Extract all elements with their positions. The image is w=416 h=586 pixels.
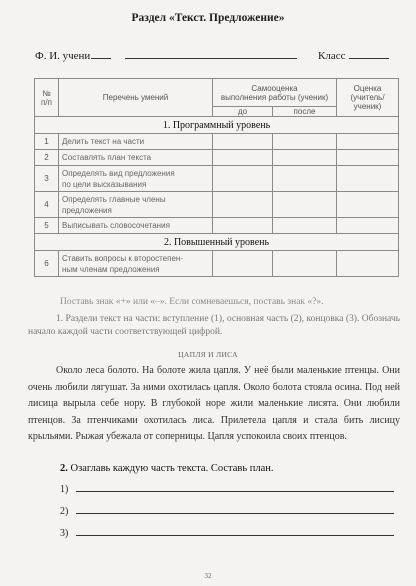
row-skill [59, 218, 213, 234]
class-blank-line [349, 58, 389, 59]
row-skill-line: Определять вид предложения [62, 168, 175, 178]
row-number: 2 [35, 150, 59, 166]
task-2-text: Озаглавь каждую часть текста. Составь план. [70, 463, 274, 474]
header-before: до [213, 107, 273, 117]
header-after: после [273, 107, 337, 117]
row-number: 4 [35, 192, 59, 218]
row-skill-line: Ставить вопросы к второстепен- [62, 253, 183, 263]
row-number: 1 [35, 134, 59, 150]
section-basic-level: 1. Программный уровень [35, 117, 399, 134]
header-num-line: № [42, 88, 51, 98]
table-row [35, 134, 399, 150]
task-2 [60, 463, 274, 474]
cell-after[interactable] [273, 218, 337, 234]
cell-grade[interactable] [337, 218, 399, 234]
cell-before[interactable] [213, 192, 273, 218]
row-skill [59, 192, 213, 218]
row-skill-line: Делить текст на части [62, 137, 145, 146]
cell-before[interactable] [213, 134, 273, 150]
table-row [35, 166, 399, 192]
cell-grade[interactable] [337, 251, 399, 277]
cell-grade[interactable] [337, 166, 399, 192]
row-skill [59, 251, 213, 277]
table-row [35, 192, 399, 218]
header-self-line: выполнения работы (ученик) [220, 92, 329, 102]
fio-label: Ф. И. учени [35, 50, 91, 62]
row-skill-line: ным членам предложения [62, 264, 160, 274]
cell-grade[interactable] [337, 150, 399, 166]
header-skills: Перечень умений [59, 79, 213, 117]
row-number: 5 [35, 218, 59, 234]
cell-after[interactable] [273, 166, 337, 192]
plan-item-label: 3) [60, 528, 69, 539]
cell-before[interactable] [213, 218, 273, 234]
plan-answer-line[interactable] [76, 525, 394, 536]
table-section-row [35, 234, 399, 251]
name-suffix-blank [91, 58, 111, 59]
class-field [318, 50, 389, 62]
row-skill-line: по цели высказывания [62, 179, 147, 189]
name-blank-line [125, 58, 297, 59]
row-skill [59, 150, 213, 166]
task-1: 1. Раздели текст на части: вступление (1), основная часть (2), концовка (3). Обозначь начало каждой части соответствующей цифрой. [28, 314, 400, 337]
cell-before[interactable] [213, 251, 273, 277]
header-num-line: п/п [41, 97, 52, 107]
header-self-assessment [213, 79, 337, 107]
page-number: 32 [204, 572, 212, 580]
table-header-row [35, 79, 399, 107]
plan-line[interactable] [60, 481, 394, 495]
header-grade-line: ученик) [353, 102, 382, 111]
section-title: Раздел «Текст. Предложение» [131, 12, 285, 24]
cell-after[interactable] [273, 192, 337, 218]
table-section-row [35, 117, 399, 134]
header-self-line: Самооценка [251, 83, 298, 93]
cell-after[interactable] [273, 150, 337, 166]
row-skill [59, 166, 213, 192]
header-grade [337, 79, 399, 117]
story-text: Около леса болото. На болоте жила цапля. У неё были маленькие птенцы. Они очень любили лягушат. За ними охотилась цапля. Около болота стояла осина. Под ней лисица вырыла себе нору. В глубокой норе жили маленькие лисята. Они любили птенцов. За птенчиками охотилась лиса. Прилетела цапля и стала бить лисицу крыльями. Рыжая убежала от соперницы. Цапля успокоила своих птенцов. [28, 365, 400, 442]
row-number: 6 [35, 251, 59, 277]
skills-table [34, 78, 399, 277]
plan-line[interactable] [60, 525, 394, 539]
plan-answer-line[interactable] [76, 481, 394, 492]
cell-grade[interactable] [337, 134, 399, 150]
row-skill-line: Выписывать словосочетания [62, 221, 170, 230]
cell-before[interactable] [213, 150, 273, 166]
header-num [35, 79, 59, 117]
story-title: ЦАПЛЯ И ЛИСА [178, 350, 238, 359]
row-number: 3 [35, 166, 59, 192]
cell-before[interactable] [213, 166, 273, 192]
plan-item-label: 2) [60, 506, 69, 517]
row-skill-line: Определять главные члены [62, 194, 166, 204]
row-skill-line: предложения [62, 205, 112, 215]
header-grade-line: (учитель/ [350, 93, 385, 102]
cell-after[interactable] [273, 134, 337, 150]
cell-after[interactable] [273, 251, 337, 277]
table-row [35, 251, 399, 277]
task-2-number: 2. [60, 463, 68, 474]
header-grade-line: Оценка [353, 84, 382, 93]
plan-item-label: 1) [60, 484, 69, 495]
class-label: Класс [318, 50, 346, 62]
table-row [35, 218, 399, 234]
cell-grade[interactable] [337, 192, 399, 218]
row-skill [59, 134, 213, 150]
plan-line[interactable] [60, 503, 394, 517]
plan-answer-line[interactable] [76, 503, 394, 514]
row-skill-line: Составлять план текста [62, 153, 152, 162]
marking-instruction: Поставь знак «+» или «–». Если сомневаешься, поставь знак «?». [60, 297, 324, 307]
section-advanced-level: 2. Повышенный уровень [35, 234, 399, 251]
table-row [35, 150, 399, 166]
student-name-field [35, 50, 297, 62]
